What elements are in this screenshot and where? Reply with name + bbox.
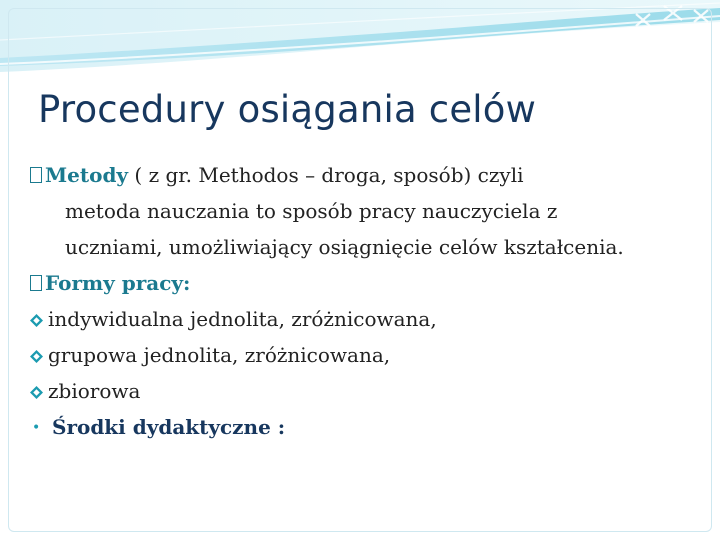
metody-line-2: metoda nauczania to sposób pracy nauczyciela z [65,199,558,223]
square-bullet-icon [30,275,42,291]
form-item-2 [30,337,702,373]
form-item-1 [30,301,702,337]
diamond-bullet-icon [30,314,43,327]
form-item-3 [30,373,702,409]
dot-bullet-icon: • [32,420,41,436]
form-item-label: zbiorowa [48,379,141,403]
diamond-bullet-icon [30,350,43,363]
srodki-term: Środki dydaktyczne : [52,415,286,439]
metody-term: Metody [45,163,129,187]
metody-definition: ( z gr. Methodos – droga, sposób) czyli [128,163,524,187]
slide-body [30,157,702,445]
square-bullet-icon [30,167,42,183]
formy-line [30,265,702,301]
metody-line-3: uczniami, umożliwiający osiągnięcie celów kształcenia. [65,235,624,259]
form-item-label: grupowa jednolita, zróżnicowana, [48,343,391,367]
srodki-line [30,409,702,445]
decorative-wave-banner [0,0,720,90]
form-item-label: indywidualna jednolita, zróżnicowana, [48,307,437,331]
slide-title: Procedury osiągania celów [38,88,537,131]
metody-line [30,157,702,193]
diamond-bullet-icon [30,386,43,399]
formy-term: Formy pracy: [45,271,191,295]
